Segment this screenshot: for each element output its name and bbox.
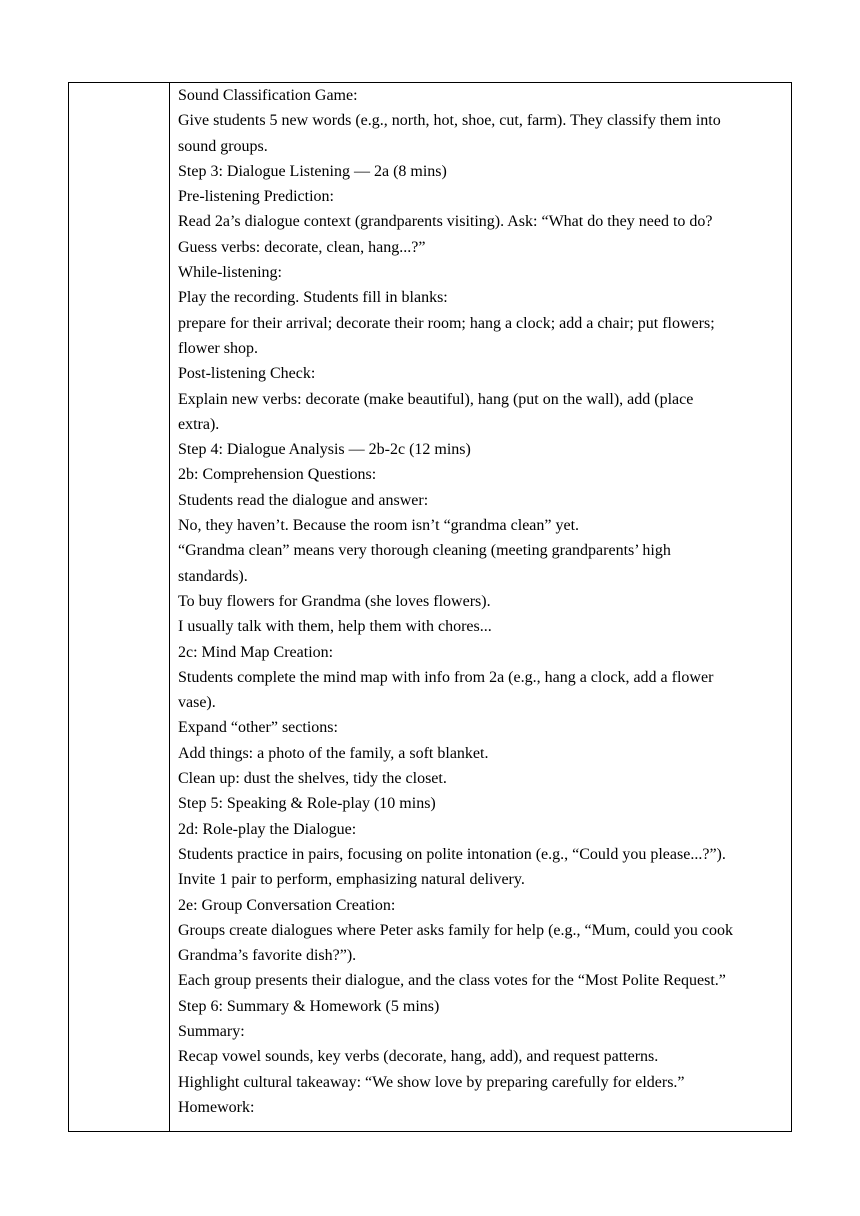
text-line: Pre-listening Prediction: [178, 188, 334, 206]
text-line: Highlight cultural takeaway: “We show love by preparing carefully for elders.” [178, 1073, 685, 1091]
lesson-content-cell [170, 83, 791, 1131]
text-line: Post-listening Check: [178, 365, 316, 383]
text-line: Play the recording. Students fill in blanks: [178, 289, 448, 307]
text-line: Summary: [178, 1022, 245, 1040]
text-line: sound groups. [178, 137, 268, 155]
left-column-cell [69, 83, 170, 1131]
text-line: Students read the dialogue and answer: [178, 491, 429, 509]
text-line: 2b: Comprehension Questions: [178, 466, 377, 484]
text-line: vase). [178, 694, 216, 712]
text-line: Add things: a photo of the family, a soft blanket. [178, 744, 489, 762]
text-line: 2c: Mind Map Creation: [178, 643, 334, 661]
text-line: extra). [178, 415, 220, 433]
text-line: Step 5: Speaking & Role-play (10 mins) [178, 795, 436, 813]
text-line: Step 6: Summary & Homework (5 mins) [178, 997, 440, 1015]
text-line: prepare for their arrival; decorate their room; hang a clock; add a chair; put flowers; [178, 314, 715, 332]
text-line: Invite 1 pair to perform, emphasizing natural delivery. [178, 871, 525, 889]
text-line: Students complete the mind map with info from 2a (e.g., hang a clock, add a flower [178, 668, 714, 686]
text-line: Step 4: Dialogue Analysis — 2b-2c (12 mins) [178, 441, 471, 459]
text-line: Grandma’s favorite dish?”). [178, 947, 357, 965]
text-line: No, they haven’t. Because the room isn’t “grandma clean” yet. [178, 517, 580, 535]
text-line: 2e: Group Conversation Creation: [178, 896, 396, 914]
text-line: Groups create dialogues where Peter asks family for help (e.g., “Mum, could you cook [178, 921, 733, 939]
text-line: Clean up: dust the shelves, tidy the closet. [178, 770, 447, 788]
text-line: To buy flowers for Grandma (she loves flowers). [178, 592, 491, 610]
text-line: While-listening: [178, 264, 282, 282]
text-line: Recap vowel sounds, key verbs (decorate, hang, add), and request patterns. [178, 1048, 659, 1066]
text-line: Students practice in pairs, focusing on polite intonation (e.g., “Could you please...?”). [178, 845, 726, 863]
text-line: I usually talk with them, help them with chores... [178, 618, 492, 636]
text-line: Guess verbs: decorate, clean, hang...?” [178, 238, 426, 256]
text-line: 2d: Role-play the Dialogue: [178, 820, 357, 838]
text-line: Explain new verbs: decorate (make beautiful), hang (put on the wall), add (place [178, 390, 694, 408]
text-line: Step 3: Dialogue Listening — 2a (8 mins) [178, 162, 447, 180]
text-line: Homework: [178, 1098, 255, 1116]
text-line: standards). [178, 567, 248, 585]
text-line: Read 2a’s dialogue context (grandparents visiting). Ask: “What do they need to do? [178, 213, 713, 231]
text-line: flower shop. [178, 339, 258, 357]
text-line: Each group presents their dialogue, and the class votes for the “Most Polite Request.” [178, 972, 726, 990]
text-line: Give students 5 new words (e.g., north, hot, shoe, cut, farm). They classify them into [178, 112, 721, 130]
text-line: “Grandma clean” means very thorough cleaning (meeting grandparents’ high [178, 542, 671, 560]
text-line: Expand “other” sections: [178, 719, 338, 737]
text-line: Sound Classification Game: [178, 87, 358, 104]
lesson-plan-table [68, 82, 792, 1132]
